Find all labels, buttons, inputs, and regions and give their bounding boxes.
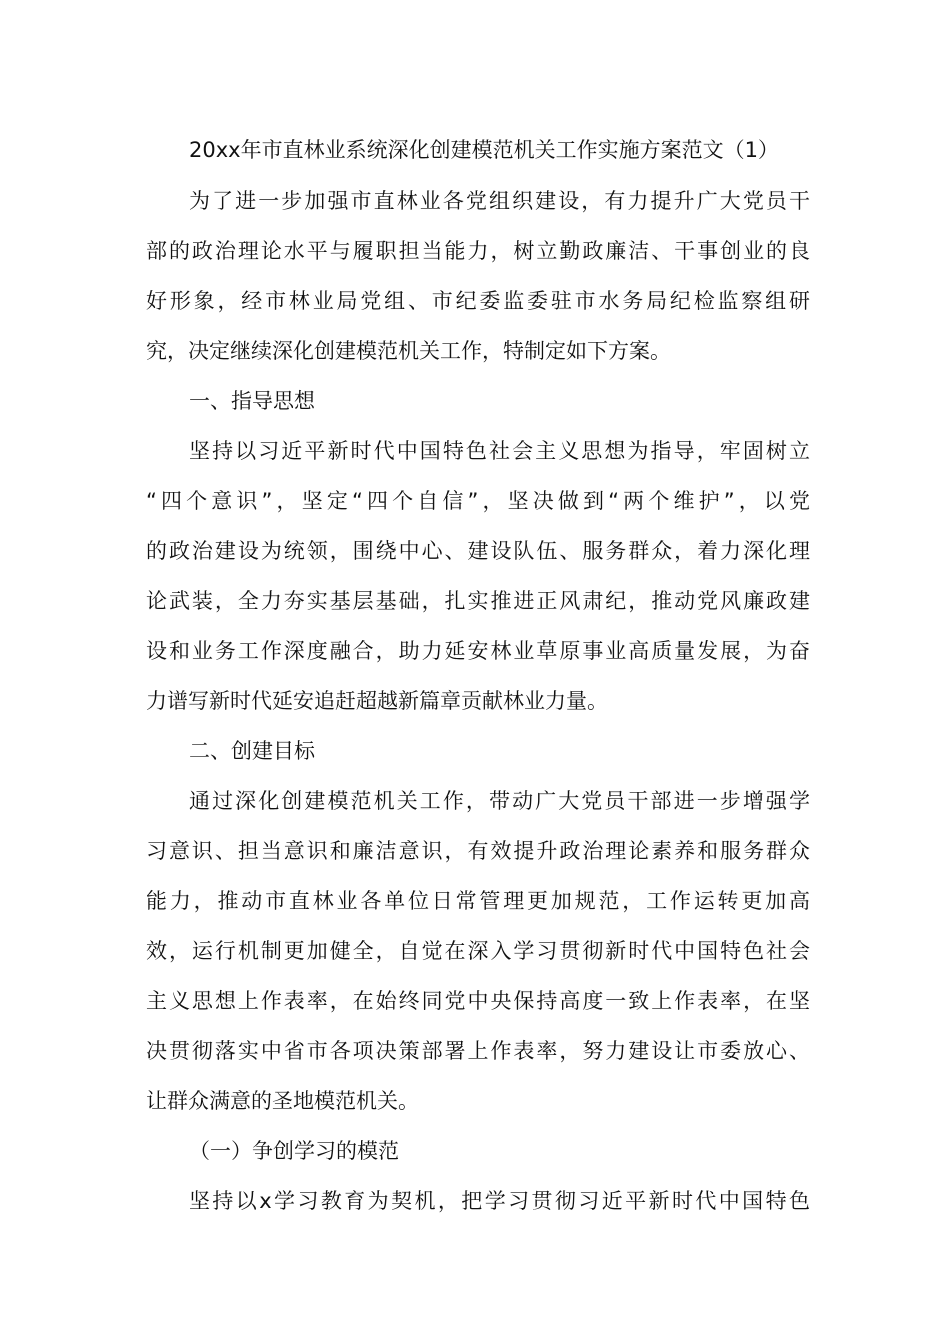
paragraph-line: 设和业务工作深度融合，助力延安林业草原事业高质量发展，为奋 — [146, 639, 810, 663]
paragraph-line: 效，运行机制更加健全，自觉在深入学习贯彻新时代中国特色社会 — [146, 939, 810, 963]
paragraph-line: “四个意识”，坚定“四个自信”，坚决做到“两个维护”，以党 — [146, 489, 810, 513]
section-heading: 二、创建目标 — [189, 739, 315, 763]
subsection-heading: （一）争创学习的模范 — [189, 1139, 399, 1163]
paragraph-line: 通过深化创建模范机关工作，带动广大党员干部进一步增强学 — [189, 789, 810, 813]
paragraph-line: 坚持以习近平新时代中国特色社会主义思想为指导，牢固树立 — [189, 439, 810, 463]
paragraph-line: 让群众满意的圣地模范机关。 — [146, 1089, 419, 1113]
paragraph-line: 习意识、担当意识和廉洁意识，有效提升政治理论素养和服务群众 — [146, 839, 810, 863]
document-title: 20xx年市直林业系统深化创建模范机关工作实施方案范文（1） — [189, 138, 779, 162]
paragraph-line: 主义思想上作表率，在始终同党中央保持高度一致上作表率，在坚 — [146, 989, 810, 1013]
paragraph-line: 坚持以x学习教育为契机，把学习贯彻习近平新时代中国特色 — [189, 1189, 810, 1213]
paragraph-line: 论武装，全力夯实基层基础，扎实推进正风肃纪，推动党风廉政建 — [146, 589, 810, 613]
paragraph-line: 的政治建设为统领，围绕中心、建设队伍、服务群众，着力深化理 — [146, 539, 810, 563]
paragraph-line: 究，决定继续深化创建模范机关工作，特制定如下方案。 — [146, 339, 671, 363]
paragraph-line: 部的政治理论水平与履职担当能力，树立勤政廉洁、干事创业的良 — [146, 239, 810, 263]
section-heading: 一、指导思想 — [189, 389, 315, 413]
paragraph-line: 决贯彻落实中省市各项决策部署上作表率，努力建设让市委放心、 — [146, 1039, 810, 1063]
paragraph-line: 好形象，经市林业局党组、市纪委监委驻市水务局纪检监察组研 — [146, 289, 810, 313]
paragraph-line: 力谱写新时代延安追赶超越新篇章贡献林业力量。 — [146, 689, 608, 713]
paragraph-line: 为了进一步加强市直林业各党组织建设，有力提升广大党员干 — [189, 189, 810, 213]
paragraph-line: 能力，推动市直林业各单位日常管理更加规范，工作运转更加高 — [146, 889, 810, 913]
